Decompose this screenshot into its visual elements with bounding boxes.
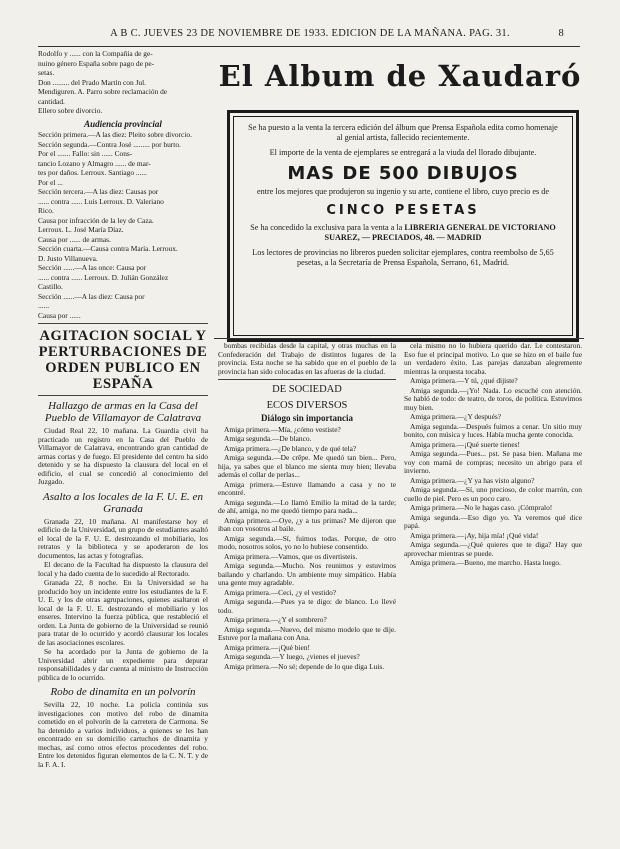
dialogo-continuation: Amiga primera.—Y tú, ¿qué dijiste? [410,376,518,385]
asalto-body: Se ha acordado por la Junta de gobierno de la Universidad abrir un expediente para depurar responsabilidades y dar cuenta al ministro de Instrucción pública de lo ocurrido. [38,647,208,682]
dialogo-line: Amiga primera.—No sé; depende de lo que diga Luis. [224,661,385,671]
dialogo-line: Amiga segunda.—Mucho. Nos reunimos y estuvimos bailando y charlando. Un ambiente muy simpático. Había una gente muy agradable. [218,561,396,587]
audiencia-line: Sección tercera.—A las diez: Causas por [38,187,159,196]
asalto-body: Granada 22, 10 mañana. Al manifestarse hoy el edificio de la Universidad, un grupo de estudiantes asaltó el local de la F. U. E. destrozando el mobiliario, los retratos y la biblioteca y se apoderaron de los documentos, las actas y fotografías. [38,516,208,560]
audiencia-line: Sección cuarta.—Causa contra María. Lerroux. [38,244,178,253]
sociedad-heading: DE SOCIEDAD [272,384,342,395]
notice-line: nuino género España sobre pago de pe- [38,58,155,68]
notice-line: Ellero sobre divorcio. [38,106,103,115]
ad-store-name: LIBRERIA GENERAL DE VICTORIANO SUAREZ, — PRECIADOS, 48. — MADRID [324,223,556,242]
notice-line: Rodolfo y ...... con la Compañía de ge- [38,50,153,58]
audiencia-line: Sección ......—A las diez: Causa por [38,291,145,301]
dialogo-continuation: Amiga segunda.—¡Yo! Nada. Lo escuché con atención. Se habló de todo: de teatro, de toros, de política. Estuvimos muy bien. [404,385,582,412]
audiencia-line: ...... contra ...... Lerroux. D. Julián González [38,272,169,282]
audiencia-line: Por el ... [38,177,63,187]
audiencia-line: Causa por infracción de la ley de Caza. [38,215,154,225]
ad-frame [227,110,579,342]
dialogo-line: Amiga segunda.—Lo llamó Emilio la mitad de la tarde; de ahí, amiga, no me quedó tiempo para nada... [218,497,396,515]
bombs-text: bombas recibidas desde la capital, y otras muchas en la Confederación del Trabajo de distintos lugares de la provincia. Esta noche se ha sabido que en el pueblo de la provincia han sido colocadas en las afueras de la ciudad. [218,342,396,376]
hallazgo-headline: Hallazgo de armas en la Casa del Pueblo de Villamayor de Calatrava [44,400,202,424]
dialogo-line: Amiga primera.—¿De blanco, y de qué tela? [224,443,357,453]
asalto-headline: Asalto a los locales de la F. U. E. en Granada [43,490,203,515]
dialogo-line: Amiga segunda.—Sí, fuimos todas. Porque, de otro modo, nosotros solos, yo no lo hubiese consentido. [218,533,396,551]
robo-headline: Robo de dinamita en un polvorín [50,686,196,698]
audiencia-line: tancio Lozano y Almagro ...... de mar- [38,158,151,168]
album-advertisement [215,54,585,334]
dialogo-continuation: Amiga primera.—¿Y ya has visto alguno? [410,475,535,485]
dialogo-line: Amiga primera.—¡Qué bien! [224,642,310,652]
audiencia-line: Castillo. [38,282,63,291]
dialogo-line: Amiga primera.—Estuve llamando a casa y no te encontré. [218,479,396,497]
dialogo-line: Amiga segunda.—De crêpe. Me quedó tan bien... Pero, hija, ya sabes que el blanco me sienta muy bien; llevaba además el collar de perlas... [218,453,396,479]
asalto-body: El decano de la Facultad ha dispuesto la clausura del local y ha dado cuenta de lo sucedido al Rectorado. [38,560,208,578]
dialogo-continuation: Amiga primera.—¡Ay, hija mía! ¡Qué vida! [410,530,539,540]
ad-bottom-rule [214,338,584,339]
audiencia-line: Por el ....... Fallo: sin ...... Cons- [38,149,133,158]
ad-exclusive [248,223,558,243]
audiencia-line: ...... contra ...... Luis Lerroux. D. Valeriano [38,196,164,206]
ad-provinces: Los lectores de provincias no libreros pueden solicitar ejemplares, contra reembolso de 5,65 pesetas, a la Secretaría de Prensa Española, Serrano, 61, Madrid. [252,248,554,267]
dialogo-line: Amiga primera.—Ceci, ¿y el vestido? [224,587,337,597]
section-divider [38,395,208,396]
ad-exclusive-text: Se ha concedido la exclusiva para la venta a la [250,223,403,232]
dialogo-line: Amiga primera.—Oye, ¿y a tus primas? Me dijeron que iban con vosotros al baile. [218,515,396,533]
audiencia-heading: Audiencia provincial [84,118,162,129]
dialogo-line: Amiga segunda.—Nuevo, del mismo modelo que te dije. Estuve por la mañana con Ana. [218,624,396,642]
notice-line: Don ......... del Prado Martín con Jul. [38,77,146,87]
audiencia-line: Causa por ...... [38,310,81,320]
notice-line: setas. [38,68,55,77]
dialogo-line: Amiga primera.—Mía, ¿cómo vestiste? [224,424,341,434]
audiencia-line: D. Justo Villanueva. [38,253,98,263]
audiencia-line: Sección primera.—A las diez: Pleito sobre divorcio. [38,130,192,139]
dialogo-continuation: Amiga segunda.—Pues... pst. Se pasa bien. Mañana me voy con mamá de compras; necesito un abrigo para el invierno. [404,449,582,475]
ad-widow-note: El importe de la venta de ejemplares se entregará a la viuda del llorado dibujante. [269,148,537,157]
dialogo-continuation: Amiga primera.—Bueno, me marcho. Hasta luego. [410,558,561,567]
court-notices [38,50,208,116]
notice-line: Mendiguren. A. Parro sobre reclamación de [38,87,168,96]
audiencia-line: Causa por ...... de armas. [38,234,111,244]
section-divider [218,379,396,380]
dialogo-continuation: Amiga primera.—¿Y después? [410,412,502,421]
agitacion-headline: AGITACION SOCIAL Y PERTURBACIONES DE ORDEN PUBLICO EN ESPAÑA [38,328,208,392]
dialogo-continuation: Amiga segunda.—Eso digo yo. Ya veremos qué dice papá. [404,512,582,530]
dialogo-continuation: Amiga primera.—¡Qué suerte tienes! [410,439,520,449]
hallazgo-body: Ciudad Real 22, 10 mañana. La Guardia civil ha practicado un registro en la Casa del Pueblo de Villamayor de Calatrava, encontrando gran cantidad de armas cortas y de fuego. El presidente del centro ha sido detenido y se ha dispuesto la clausura del local en el edificio, el cual se concedió al conocimiento del Juzgado. [38,426,208,486]
page-marker: 8 [558,28,564,39]
audiencia-line: tes por daños. Lerroux. Santiago ...... [38,168,147,177]
asalto-body: Granada 22, 8 noche. En la Universidad se ha producido hoy un incidente entre los estudiantes de la F. U. E. y los de otras agrupaciones, quienes asaltaron el local de la F. U. E. destrozando el mobiliario y los enseres. Intervino la fuerza pública, que restableció el orden. La Junta de gobierno de la Universidad se reunió para tratar de lo ocurrido y acordó clausurar los locales de las asociaciones escolares. [38,578,208,647]
ad-intro: Se ha puesto a la venta la tercera edición del álbum que Prensa Española edita como homenaje al genial artista, fallecido recientemente. [248,123,558,142]
dialogo-continuation: Amiga segunda.—Sí, uno precioso, de color marrón, con cuello de piel. Pero es un poco caro. [404,485,582,503]
ad-inner-frame [233,116,573,336]
robo-body: Sevilla 22, 10 noche. La policía continúa sus investigaciones con motivo del robo de dinamita cometido en el polvorín de la carretera de Carmona. Se ha detenido a varios individuos, a quienes se les han encontrado en su domicilio cartuchos de dinamita y mechas, así como otros efectos procedentes del robo. Entre los detenidos figuran elementos de la C. N. T. y de la F. A. I. [38,700,208,769]
dialogo-continuation: Amiga segunda.—¿Qué quieres que te diga? Hay que aprovechar mientras se puede. [404,540,582,558]
middle-column [218,342,396,840]
dialogo-line: Amiga segunda.—Pues ya te digo: de blanco. Lo llevé todo. [218,597,396,615]
dialogo-continuation: cela mismo no lo hubiera querido dar. Le contestaron. Eso fue el principal motivo. Lo que se hizo en el baile fue un verdadero éxito. Las parejas danzaban alegremente mientras la orquesta tocaba. [404,342,582,376]
audiencia-line: Rico. [38,206,54,215]
dialogo-continuation: Amiga segunda.—Después fuimos a cenar. Un sitio muy bonito, con música y luces. Había mucha gente conocida. [404,421,582,439]
dialogo-line: Amiga primera.—Vamos, que os divertisteis. [224,551,358,561]
dialogo-line: Amiga primera.—¿Y el sombrero? [224,615,327,624]
ad-contents: entre los mejores que produjeron su ingenio y su arte, contiene el libro, cuyo precio es de [257,187,549,196]
audiencia-line: ...... [38,301,50,310]
page-header [0,28,620,44]
audiencia-line: Lerroux. L. José María Díaz. [38,225,124,234]
dialogo-line: Amiga segunda.—De blanco. [224,434,312,443]
ad-drawings-count: MAS DE 500 DIBUJOS [287,163,519,184]
left-column [38,50,208,840]
header-text: A B C. JUEVES 23 DE NOVIEMBRE DE 1933. EDICION DE LA MAÑANA. PAG. 31. [110,28,510,39]
ecos-heading: ECOS DIVERSOS [266,400,348,411]
right-column [404,342,582,840]
audiencia-line: Sección segunda.—Contra José ......... por hurto. [38,139,181,149]
section-divider [38,323,208,324]
ad-price: CINCO PESETAS [326,203,480,218]
dialogo-line: Amiga segunda.—Y luego, ¿vienes el jueves? [224,652,360,661]
audiencia-line: Sección ......—A las once: Causa por [38,263,147,272]
header-rule [38,46,580,47]
ad-title: El Album de Xaudaró [218,59,582,93]
dialogo-continuation: Amiga primera.—No le hagas caso. ¡Cómpralo! [410,503,553,512]
notice-line: cantidad. [38,96,65,106]
audiencia-list [38,131,208,320]
dialogo-heading: Diálogo sin importancia [260,413,353,423]
